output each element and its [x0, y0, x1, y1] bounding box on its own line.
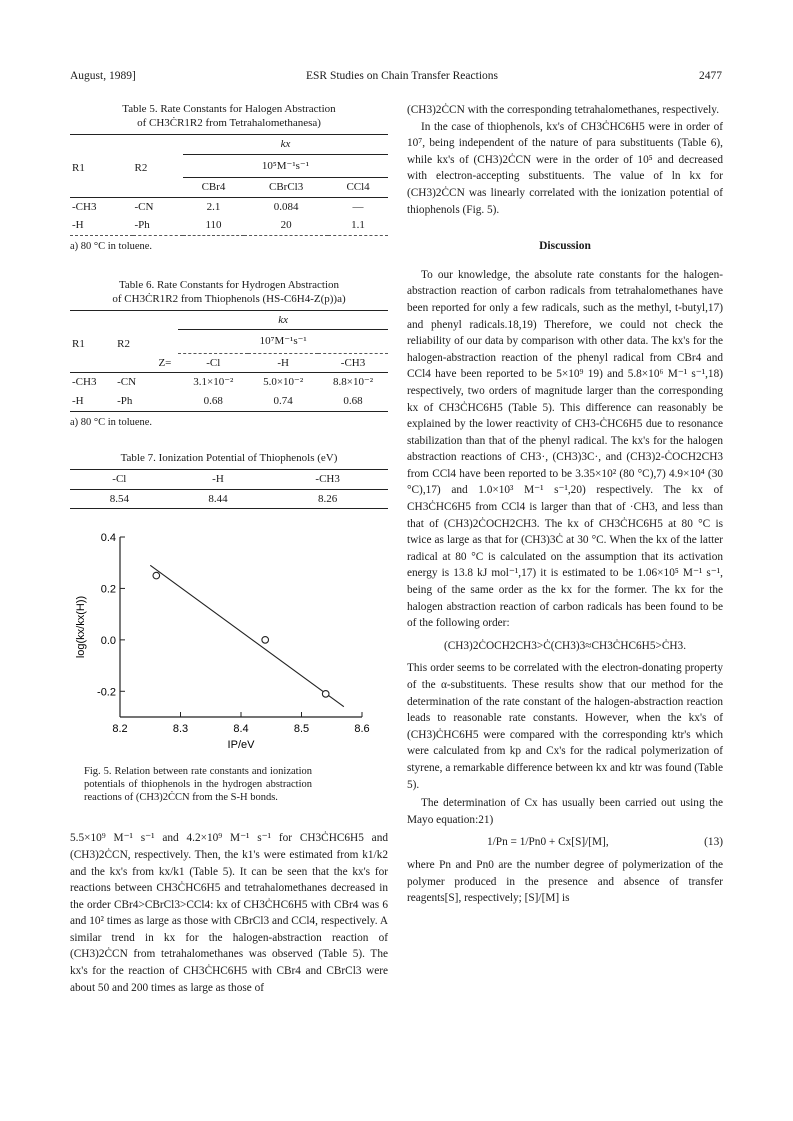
left-body-paragraph: 5.5×10⁹ M⁻¹ s⁻¹ and 4.2×10⁹ M⁻¹ s⁻¹ for CH3ĊHC6H5 and (CH3)2ĊCN, respectively. Then, the k1's were estimated from k1/k2 and the kx's from kx/k1 (Table 5). It can be seen that the kx's for reactions between CH3ĊHC6H5 and tetrahalomethanes decreased in the order CBr4>CBrCl3>CCl4: kx of CH3ĊHC6H5 with CBr4 was 6 and 10² times as large as those with CBrCl3 and CCl4, respectively. A similar trend in kx for the halogen-abstraction reaction of (CH3)2ĊCN from tetrahalomethanes was observed (Table 5). The kx's for the reaction of CH3ĊHC6H5 with CBr4 and CBrCl3 were about 50 and 200 times as large as those of — [70, 832, 388, 994]
table-6-caption: Table 6. Rate Constants for Hydrogen Abstraction — [118, 278, 340, 291]
regression-line — [150, 566, 344, 707]
table-cell: 8.44 — [208, 492, 228, 505]
table-6-r2-header: R2 — [117, 337, 130, 350]
table-row — [70, 373, 388, 392]
table-6-z-label: Z= — [158, 356, 172, 369]
table-cell: 2.1 — [206, 200, 221, 213]
table-6-footnote: a) 80 °C in toluene. — [70, 416, 153, 428]
table-6-col-ch3: -CH3 — [318, 353, 388, 373]
table-row — [70, 392, 388, 411]
table-5-kx-header: kx — [280, 138, 291, 150]
table-cell: 0.084 — [273, 200, 299, 213]
paragraph-discussion-1: To our knowledge, the absolute rate constants for the halogen-abstraction reaction of carbon radicals from tetrahalomethanes have been reported for only a few radicals, such as the methyl, t-butyl,17) and phenyl radicals.18,19) Therefore, we could not check the reliability of our data by comparison with other data. The kx's for the halogen-abstraction reaction of the phenyl radical from CBr4 and CCl4 have been reported to be 5×10⁹ 19) and 5.8×10⁶ M⁻¹ s⁻¹,18) respectively, two orders of magnitude larger than the corresponding kx of CH3ĊHC6H5 (Table 5). This difference can reasonably be explained by the lower reactivity of CH3-ĊHC6H5 due to resonance stabilization than that of the phenyl radical. The kx's for the halogen abstraction reactions of CH3·, (CH3)3C·, and (CH3)2-ĊOCH2CH3 from CCl4 have been reported to be 3.35×10² (80 °C),7) 4.9×10⁴ (30 °C),17) and 1.0×10³ M⁻¹ s⁻¹,20) respectively. The kx of CH3ĊHC6H5 from CCl4 is larger than that of ·CH3, and less than that of (CH3)2ĊOCH2CH3. The kx of CH3ĊHC6H5 at 80 °C is twice as large as that for (CH3)3Ċ at 30 °C. When the kx of the latter radical at 80 °C is calculated on the assumption that its activation energy is 13.8 kJ mol⁻¹,17) it is estimated to be 1.06×10⁵ M⁻¹ s⁻¹, being of the same order as the kx for the former. The kx for the halogen abstraction reaction of carbon radicals has been found to be of the following order: — [407, 268, 723, 630]
table-cell: -H — [72, 219, 84, 232]
table-cell: -CH3 — [72, 376, 97, 389]
equation-number: (13) — [704, 836, 723, 849]
figure-5-caption: Fig. 5. Relation between rate constants and ionization potentials of thiophenols in the hydrogen abstraction reactions of (CH3)2ĊCN from the S-H bonds. — [84, 766, 312, 804]
table-5-caption: Table 5. Rate Constants for Halogen Abstraction — [122, 103, 336, 115]
table-6-grid — [70, 310, 388, 412]
data-point — [322, 691, 329, 698]
table-7 — [70, 451, 388, 509]
table-5-col-cbr4: CBr4 — [183, 178, 244, 198]
y-tick-label: 0.4 — [100, 532, 116, 545]
reactivity-order: (CH3)2ĊOCH2CH3>Ċ(CH3)3≈CH3ĊHC6H5>ĊH3. — [443, 639, 687, 652]
table-cell: 8.54 — [109, 492, 129, 505]
table-cell: 3.1×10⁻² — [193, 376, 234, 389]
table-cell: -Ph — [117, 394, 133, 407]
table-cell: 5.0×10⁻² — [263, 376, 304, 389]
paragraph-thiophenols: In the case of thiophenols, kx's of CH3ĊHC6H5 were in order of 10⁷, being independent of the nature of para substituents (Table 6), while kx's of (CH3)2ĊCN were in the order of 10⁵ and decreased with electron-accepting substituents. The value of ln kx for (CH3)2ĊCN was linearly correlated with the ionization potential of thiophenols (Fig. 5). — [407, 120, 723, 216]
running-header-left: August, 1989] — [70, 70, 136, 82]
table-cell: — — [352, 200, 364, 213]
table-cell: -CH3 — [72, 200, 97, 213]
table-5-col-cbrcl3: CBrCl3 — [244, 178, 328, 198]
page-number: 2477 — [699, 70, 722, 82]
paragraph-discussion-2: This order seems to be correlated with the electron-donating property of the α-substituents. These results show that our method for the determination of the rate constant of the halogen-abstraction reaction leads to reasonable rate constants. However, when the kx's of (CH3)ĊHC6H5 were compared with the corresponding ktr's which were calculated from kp and Cx's for the radical polymerization of styrene, a remarkable difference between kx and ktr was found (Table 5). — [407, 662, 723, 791]
data-point — [262, 637, 269, 644]
table-6-col-cl: -Cl — [178, 353, 248, 373]
table-cell: 20 — [280, 219, 292, 232]
x-tick-label: 8.5 — [293, 723, 310, 736]
table-cell: 8.8×10⁻² — [333, 376, 374, 389]
table-6-unit: 10⁷M⁻¹s⁻¹ — [178, 330, 388, 354]
x-axis-label: IP/eV — [227, 739, 255, 752]
left-column — [70, 102, 388, 996]
section-heading-discussion: Discussion — [539, 240, 591, 253]
figure-5-chart — [70, 527, 388, 757]
table-6-r1-header: R1 — [72, 337, 85, 350]
table-row — [70, 489, 388, 509]
table-cell: -CN — [117, 376, 137, 389]
table-5-footnote: a) 80 °C in toluene. — [70, 240, 153, 252]
x-tick-label: 8.4 — [233, 723, 249, 736]
paragraph-mayo: The determination of Cx has usually been carried out using the Mayo equation:21) — [407, 797, 723, 826]
x-tick-label: 8.6 — [354, 723, 370, 736]
paragraph-definitions: where Pn and Pn0 are the number degree of polymerization of the polymer produced in the presence and absence of transfer reagents[S], respectively; [S]/[M] is — [407, 858, 723, 905]
table-5-r2-header: R2 — [134, 162, 148, 175]
x-tick-label: 8.3 — [172, 723, 189, 736]
right-column — [407, 102, 723, 907]
table-cell: 0.74 — [273, 394, 293, 407]
table-cell: -CN — [134, 200, 154, 213]
y-tick-label: -0.2 — [97, 686, 116, 699]
table-5-r1-header: R1 — [72, 162, 85, 175]
table-cell: -H — [72, 394, 84, 407]
y-tick-label: 0.2 — [100, 583, 116, 596]
table-row — [70, 197, 388, 216]
data-point — [153, 573, 160, 580]
table-7-caption: Table 7. Ionization Potential of Thiophenols (eV) — [120, 452, 338, 465]
equation-body: 1/Pn = 1/Pn0 + Cx[S]/[M], — [487, 836, 609, 849]
y-axis-label: log(kx/kx(H)) — [75, 596, 87, 659]
table-cell: 110 — [205, 219, 222, 232]
table-cell: 0.68 — [203, 394, 223, 407]
table-5 — [70, 102, 388, 256]
table-7-grid — [70, 469, 388, 509]
table-5-unit: 10⁵M⁻¹s⁻¹ — [183, 154, 388, 178]
table-5-caption-line2: of CH3ĊR1R2 from Tetrahalomethanesa) — [137, 117, 321, 129]
table-6-caption-line2: of CH3ĊR1R2 from Thiophenols (HS-C6H4-Z(p))a) — [112, 292, 346, 305]
table-row — [70, 216, 388, 235]
table-7-col-cl: -Cl — [112, 473, 127, 486]
table-5-grid — [70, 134, 388, 236]
table-7-col-ch3: -CH3 — [315, 473, 340, 486]
table-cell: 0.68 — [343, 394, 363, 407]
table-6 — [70, 278, 388, 432]
table-7-col-h: -H — [212, 473, 224, 486]
paragraph-continued: (CH3)2ĊCN with the corresponding tetrahalomethanes, respectively. — [407, 104, 720, 116]
table-5-col-ccl4: CCl4 — [328, 178, 388, 198]
table-cell: 8.26 — [318, 492, 338, 505]
table-cell: -Ph — [134, 219, 150, 232]
running-header-title: ESR Studies on Chain Transfer Reactions — [306, 70, 498, 82]
table-cell: 1.1 — [351, 219, 365, 232]
table-6-kx-header: kx — [278, 313, 289, 326]
y-tick-label: 0.0 — [100, 635, 116, 648]
table-6-col-h: -H — [248, 353, 318, 373]
x-tick-label: 8.2 — [112, 723, 128, 736]
equation-13 — [407, 834, 723, 851]
